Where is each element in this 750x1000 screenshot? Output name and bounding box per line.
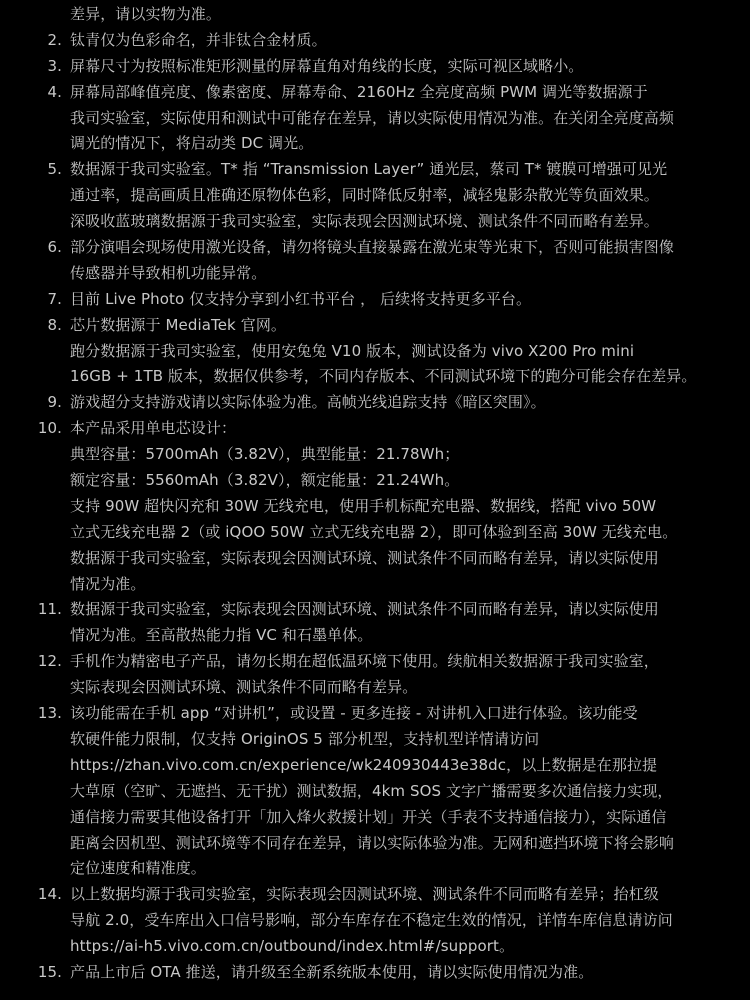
note-line	[0, 546, 750, 572]
note-number: 12.	[37, 652, 62, 671]
note-number: 8.	[47, 315, 62, 334]
note-text: 我司实验室，实际使用和测试中可能存在差异，请以实际使用情况为准。在关闭全亮度高频	[70, 108, 675, 127]
note-line	[0, 882, 750, 908]
note-line	[0, 131, 750, 157]
note-number: 14.	[37, 885, 62, 904]
note-line	[0, 468, 750, 494]
note-number: 2.	[47, 30, 62, 49]
note-text: 距离会因机型、测试环境等不同存在差异，请以实际体验为准。无网和遮挡环境下将会影响	[70, 833, 675, 852]
note-text: 钛青仅为色彩命名，并非钛合金材质。	[70, 30, 327, 49]
note-text: 通信接力需要其他设备打开「加入烽火救援计划」开关（手表不支持通信接力），实际通信	[70, 807, 667, 826]
note-number: 13.	[37, 704, 62, 723]
note-line	[0, 106, 750, 132]
note-number: 10.	[37, 419, 62, 438]
note-line	[0, 856, 750, 882]
note-line	[0, 313, 750, 339]
note-line	[0, 623, 750, 649]
note-text: 部分演唱会现场使用激光设备，请勿将镜头直接暴露在激光束等光束下，否则可能损害图像	[70, 238, 675, 257]
note-text: 游戏超分支持游戏请以实际体验为准。高帧光线追踪支持《暗区突围》。	[70, 393, 546, 412]
note-text: 情况为准。	[70, 574, 146, 593]
note-number: 3.	[47, 56, 62, 75]
note-line	[0, 727, 750, 753]
note-text: 屏幕局部峰值亮度、像素密度、屏幕寿命、2160Hz 全亮度高频 PWM 调光等数据源于	[70, 82, 648, 101]
note-number: 11.	[37, 600, 62, 619]
note-text: 数据源于我司实验室，实际表现会因测试环境、测试条件不同而略有差异，请以实际使用	[70, 548, 659, 567]
note-text: 情况为准。至高散热能力指 VC 和石墨单体。	[70, 626, 373, 645]
note-line	[0, 80, 750, 106]
note-text: 16GB + 1TB 版本，数据仅供参考，不同内存版本、不同测试环境下的跑分可能会存在差异。	[70, 367, 697, 386]
note-line	[0, 442, 750, 468]
note-text: 传感器并导致相机功能异常。	[70, 263, 267, 282]
note-text: 手机作为精密电子产品，请勿长期在超低温环境下使用。续航相关数据源于我司实验室，	[70, 652, 659, 671]
note-text: 数据源于我司实验室，实际表现会因测试环境、测试条件不同而略有差异，请以实际使用	[70, 600, 659, 619]
note-line	[0, 2, 750, 28]
note-line	[0, 649, 750, 675]
note-line	[0, 287, 750, 313]
note-text: 以上数据均源于我司实验室，实际表现会因测试环境、测试条件不同而略有差异；抬杠级	[70, 885, 659, 904]
note-text: 实际表现会因测试环境、测试条件不同而略有差异。	[70, 678, 418, 697]
note-line	[0, 157, 750, 183]
note-text: 立式无线充电器 2（或 iQOO 50W 立式无线充电器 2），即可体验到至高 30W 无线充电。	[70, 522, 678, 541]
note-line	[0, 805, 750, 831]
note-text: 支持 90W 超快闪充和 30W 无线充电，使用手机标配充电器、数据线，搭配 vivo 50W	[70, 496, 657, 515]
note-line	[0, 261, 750, 287]
note-line	[0, 675, 750, 701]
note-text: 软硬件能力限制，仅支持 OriginOS 5 部分机型，支持机型详情请访问	[70, 729, 540, 748]
note-text: 调光的情况下，将启动类 DC 调光。	[70, 134, 314, 153]
note-line	[0, 183, 750, 209]
note-line	[0, 364, 750, 390]
note-text: 典型容量：5700mAh（3.82V），典型能量：21.78Wh；	[70, 445, 460, 464]
note-line	[0, 753, 750, 779]
note-line	[0, 416, 750, 442]
note-line	[0, 572, 750, 598]
note-line	[0, 235, 750, 261]
note-text: 差异，请以实物为准。	[70, 5, 222, 23]
note-url-text: https://ai-h5.vivo.com.cn/outbound/index.html#/support。	[70, 937, 515, 956]
note-line	[0, 390, 750, 416]
note-line	[0, 934, 750, 960]
note-text: 额定容量：5560mAh（3.82V），额定能量：21.24Wh。	[70, 471, 460, 490]
note-line	[0, 339, 750, 365]
notes-list	[0, 2, 750, 986]
note-line	[0, 494, 750, 520]
note-line	[0, 960, 750, 986]
note-text: 芯片数据源于 MediaTek 官网。	[70, 315, 287, 334]
note-text: 屏幕尺寸为按照标准矩形测量的屏幕直角对角线的长度，实际可视区域略小。	[70, 56, 584, 75]
note-number: 9.	[47, 393, 62, 412]
note-number: 7.	[47, 289, 62, 308]
note-line	[0, 908, 750, 934]
note-number: 15.	[37, 962, 62, 981]
note-text: 数据源于我司实验室。T* 指 “Transmission Layer” 通光层，蔡司 T* 镀膜可增强可见光	[70, 160, 668, 179]
note-line	[0, 54, 750, 80]
note-line	[0, 831, 750, 857]
note-line	[0, 779, 750, 805]
note-url-text: https://zhan.vivo.com.cn/experience/wk240930443e38dc，以上数据是在那拉提	[70, 755, 658, 774]
note-number: 6.	[47, 238, 62, 257]
note-text: 定位速度和精准度。	[70, 859, 206, 878]
note-text: 跑分数据源于我司实验室，使用安兔兔 V10 版本，测试设备为 vivo X200 Pro mini	[70, 341, 635, 360]
note-text: 通过率，提高画质且准确还原物体色彩，同时降低反射率，减轻鬼影杂散光等负面效果。	[70, 186, 659, 205]
note-line	[0, 597, 750, 623]
note-text: 本产品采用单电芯设计：	[70, 419, 237, 438]
note-text: 产品上市后 OTA 推送，请升级至全新系统版本使用，请以实际使用情况为准。	[70, 962, 594, 981]
note-line	[0, 209, 750, 235]
note-number: 4.	[47, 82, 62, 101]
note-text: 导航 2.0，受车库出入口信号影响，部分车库存在不稳定生效的情况，详情车库信息请访问	[70, 911, 673, 930]
note-line	[0, 520, 750, 546]
note-line	[0, 701, 750, 727]
note-number: 5.	[47, 160, 62, 179]
note-text: 大草原（空旷、无遮挡、无干扰）测试数据，4km SOS 文字广播需要多次通信接力实现，	[70, 781, 673, 800]
note-line	[0, 28, 750, 54]
note-text: 目前 Live Photo 仅支持分享到小红书平台 ， 后续将支持更多平台。	[70, 289, 532, 308]
note-text: 该功能需在手机 app “对讲机”，或设置 - 更多连接 - 对讲机入口进行体验。该功能受	[70, 704, 638, 723]
note-text: 深吸收蓝玻璃数据源于我司实验室，实际表现会因测试环境、测试条件不同而略有差异。	[70, 212, 659, 231]
